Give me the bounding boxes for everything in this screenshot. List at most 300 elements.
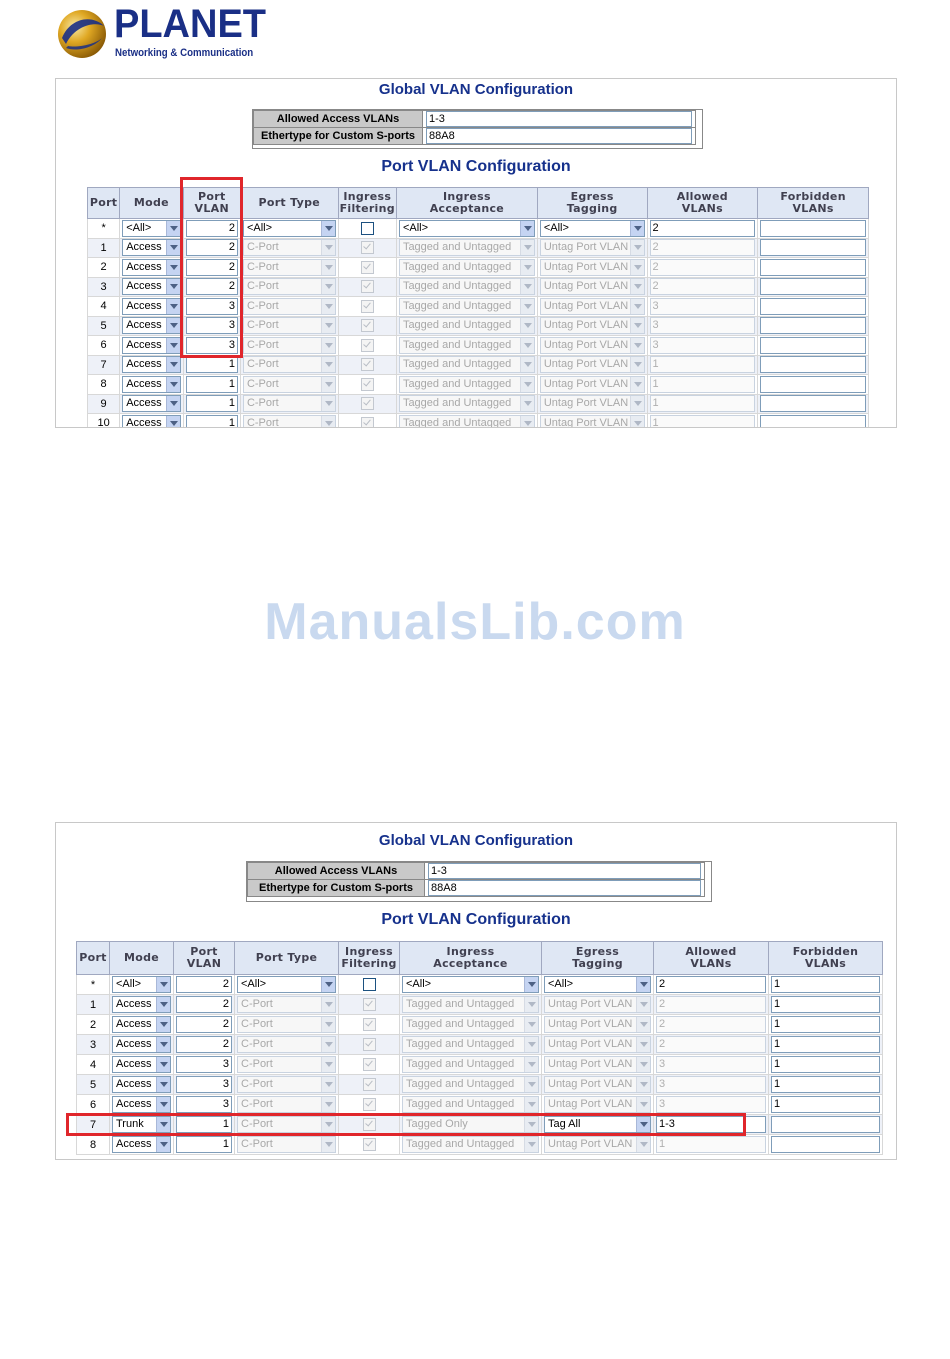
mode-select-value: Access — [116, 1138, 152, 1150]
mode-select[interactable] — [112, 976, 171, 993]
chevron-down-icon[interactable] — [166, 299, 180, 314]
trunk-row-highlight-box — [66, 1113, 746, 1136]
port-vlan-input[interactable]: 1 — [186, 356, 238, 373]
col-allowed-vlans: Allowed VLANs — [654, 942, 769, 975]
col-port: Port — [88, 188, 120, 219]
chevron-down-icon[interactable] — [166, 396, 180, 411]
port-number: 1 — [88, 238, 120, 258]
port-vlan-input[interactable]: 2 — [176, 1016, 232, 1033]
forbidden-vlans-input[interactable] — [760, 317, 866, 334]
col-ingress-acceptance: Ingress Acceptance — [400, 942, 542, 975]
chevron-down-icon — [636, 1077, 650, 1092]
port-number: 9 — [88, 394, 120, 414]
forbidden-vlans-input[interactable]: 1 — [771, 996, 880, 1013]
forbidden-vlans-input[interactable]: 1 — [771, 976, 880, 993]
forbidden-vlans-input[interactable] — [760, 298, 866, 315]
chevron-down-icon — [520, 240, 534, 255]
egress-tagging-select-value: Untag Port VLAN — [543, 280, 629, 293]
table-row — [77, 1095, 883, 1115]
chevron-down-icon[interactable] — [166, 357, 180, 372]
port-number: 7 — [88, 355, 120, 375]
allowed-vlans-input: 1 — [650, 376, 756, 393]
mode-select-value: Access — [126, 280, 162, 293]
global-vlan-title: Global VLAN Configuration — [378, 81, 574, 98]
ingress-acceptance-select-value: Tagged and Untagged — [406, 1138, 515, 1150]
port-vlan-input[interactable]: 1 — [186, 395, 238, 412]
ingress-acceptance-select-value: Tagged and Untagged — [406, 1038, 515, 1050]
ingress-acceptance-select — [399, 278, 535, 295]
chevron-down-icon[interactable] — [166, 318, 180, 333]
chevron-down-icon[interactable] — [166, 260, 180, 275]
global-config-table — [253, 110, 696, 145]
allowed-access-vlans-input[interactable]: 1-3 — [426, 111, 692, 127]
ethertype-label: Ethertype for Custom S-ports — [254, 128, 423, 145]
egress-tagging-select[interactable] — [540, 220, 645, 237]
egress-tagging-select — [540, 376, 645, 393]
port-number: 6 — [77, 1095, 110, 1115]
chevron-down-icon — [630, 260, 644, 275]
ingress-acceptance-select-value: Tagged and Untagged — [402, 338, 512, 351]
col-allowed-vlans: Allowed VLANs — [647, 188, 758, 219]
chevron-down-icon — [636, 1037, 650, 1052]
allowed-vlans-input: 2 — [656, 1036, 766, 1053]
mode-select-value: Access — [116, 1098, 152, 1110]
port-number: * — [77, 975, 110, 995]
port-type-select-value: <All> — [241, 978, 267, 990]
mode-select[interactable] — [122, 298, 180, 315]
port-vlan-input[interactable]: 1 — [176, 1136, 232, 1153]
chevron-down-icon — [630, 279, 644, 294]
egress-tagging-select — [544, 1016, 651, 1033]
port-type-select-value: C-Port — [246, 319, 279, 332]
chevron-down-icon — [321, 1037, 335, 1052]
port-vlan-input[interactable]: 1 — [186, 376, 238, 393]
forbidden-vlans-input[interactable] — [760, 395, 866, 412]
chevron-down-icon — [321, 279, 335, 294]
ingress-filtering-checkbox[interactable] — [363, 978, 376, 991]
port-vlan-input[interactable]: 2 — [176, 976, 232, 993]
egress-tagging-select-value: Untag Port VLAN — [543, 319, 629, 332]
egress-tagging-select — [544, 1096, 651, 1113]
egress-tagging-select — [544, 1076, 651, 1093]
ingress-filtering-checkbox — [361, 378, 374, 391]
ingress-acceptance-select — [402, 1056, 539, 1073]
egress-tagging-select-value: Untag Port VLAN — [543, 377, 629, 390]
mode-select[interactable] — [122, 415, 180, 428]
chevron-down-icon[interactable] — [156, 1017, 170, 1032]
ingress-acceptance-select[interactable] — [402, 976, 539, 993]
port-vlan-title: Port VLAN Configuration — [381, 158, 571, 175]
chevron-down-icon — [524, 1077, 538, 1092]
egress-tagging-select — [540, 317, 645, 334]
col-ingress-filtering: Ingress Filtering — [338, 188, 396, 219]
allowed-vlans-input: 2 — [656, 1016, 766, 1033]
ingress-filtering-checkbox — [363, 1018, 376, 1031]
ingress-filtering-checkbox — [361, 280, 374, 293]
allowed-vlans-input: 3 — [656, 1076, 766, 1093]
port-type-select — [243, 376, 336, 393]
chevron-down-icon[interactable] — [166, 416, 180, 428]
chevron-down-icon[interactable] — [321, 221, 335, 236]
port-type-select[interactable] — [243, 220, 336, 237]
chevron-down-icon[interactable] — [156, 1057, 170, 1072]
ethertype-label: Ethertype for Custom S-ports — [248, 880, 425, 897]
forbidden-vlans-input[interactable] — [771, 1136, 880, 1153]
chevron-down-icon — [321, 997, 335, 1012]
egress-tagging-select-value: Untag Port VLAN — [548, 998, 633, 1010]
col-ingress-filtering: Ingress Filtering — [339, 942, 400, 975]
chevron-down-icon — [636, 997, 650, 1012]
port-type-select — [237, 1096, 336, 1113]
port-vlan-input[interactable]: 2 — [186, 239, 238, 256]
chevron-down-icon — [321, 416, 335, 428]
port-type-select — [237, 1056, 336, 1073]
allowed-access-vlans-label: Allowed Access VLANs — [248, 863, 425, 880]
forbidden-vlans-input[interactable] — [760, 259, 866, 276]
mode-select-value: Access — [126, 338, 162, 351]
ingress-acceptance-select[interactable] — [399, 220, 535, 237]
chevron-down-icon — [630, 338, 644, 353]
ingress-acceptance-select-value: Tagged and Untagged — [402, 397, 512, 410]
table-row — [88, 414, 869, 429]
chevron-down-icon — [520, 318, 534, 333]
mode-select-value: Access — [116, 1018, 152, 1030]
mode-select-value: Access — [126, 416, 162, 428]
port-type-select — [243, 239, 336, 256]
ingress-acceptance-select — [399, 298, 535, 315]
chevron-down-icon — [321, 1017, 335, 1032]
chevron-down-icon — [524, 1137, 538, 1152]
chevron-down-icon[interactable] — [156, 1077, 170, 1092]
ingress-filtering-checkbox — [361, 358, 374, 371]
mode-select[interactable] — [112, 1096, 171, 1113]
forbidden-vlans-input[interactable] — [760, 278, 866, 295]
port-type-select — [243, 395, 336, 412]
chevron-down-icon — [321, 357, 335, 372]
brand-tagline: Networking & Communication — [115, 47, 254, 59]
table-row — [77, 975, 883, 995]
mode-select[interactable] — [112, 1036, 171, 1053]
forbidden-vlans-input[interactable] — [760, 356, 866, 373]
egress-tagging-select — [540, 239, 645, 256]
ingress-filtering-checkbox — [363, 998, 376, 1011]
ingress-filtering-checkbox — [361, 397, 374, 410]
table-row — [77, 995, 883, 1015]
port-number: 7 — [77, 1115, 110, 1135]
mode-select-value: Access — [126, 260, 162, 273]
col-port-vlan: Port VLAN — [183, 188, 240, 219]
port-type-select — [237, 996, 336, 1013]
chevron-down-icon[interactable] — [156, 1097, 170, 1112]
table-row — [77, 1075, 883, 1095]
egress-tagging-select[interactable] — [544, 976, 651, 993]
port-vlan-input[interactable]: 2 — [186, 220, 238, 237]
chevron-down-icon — [520, 260, 534, 275]
chevron-down-icon — [520, 396, 534, 411]
mode-select[interactable] — [122, 395, 180, 412]
mode-select-value: <All> — [126, 221, 152, 234]
chevron-down-icon — [321, 299, 335, 314]
mode-select[interactable] — [112, 1056, 171, 1073]
egress-tagging-select-value: Untag Port VLAN — [548, 1038, 633, 1050]
port-type-select-value: C-Port — [241, 998, 273, 1010]
forbidden-vlans-input[interactable]: 1 — [771, 1016, 880, 1033]
egress-tagging-select-value: Untag Port VLAN — [543, 299, 629, 312]
port-vlan-input[interactable]: 3 — [176, 1056, 232, 1073]
forbidden-vlans-input[interactable] — [760, 337, 866, 354]
port-type-select — [243, 415, 336, 428]
chevron-down-icon — [321, 318, 335, 333]
mode-select[interactable] — [122, 376, 180, 393]
port-number: 3 — [88, 277, 120, 297]
vlan-config-panel-2 — [55, 822, 897, 1160]
port-number: 1 — [77, 995, 110, 1015]
mode-select[interactable] — [112, 1136, 171, 1153]
mode-select-value: Access — [126, 397, 162, 410]
mode-select[interactable] — [122, 239, 180, 256]
allowed-access-vlans-input[interactable]: 1-3 — [428, 863, 701, 879]
port-vlan-title: Port VLAN Configuration — [381, 911, 571, 928]
ingress-filtering-checkbox[interactable] — [361, 222, 374, 235]
port-vlan-input[interactable]: 1 — [176, 1116, 232, 1133]
allowed-vlans-input[interactable]: 1-3 — [656, 1116, 766, 1133]
allowed-vlans-input[interactable]: 2 — [650, 220, 756, 237]
chevron-down-icon — [630, 299, 644, 314]
forbidden-vlans-input[interactable] — [760, 376, 866, 393]
chevron-down-icon[interactable] — [520, 221, 534, 236]
table-row — [88, 375, 869, 395]
chevron-down-icon — [520, 338, 534, 353]
chevron-down-icon[interactable] — [524, 977, 538, 992]
egress-tagging-select-value: Untag Port VLAN — [548, 1138, 633, 1150]
ingress-filtering-checkbox — [363, 1078, 376, 1091]
port-type-select-value: C-Port — [246, 397, 279, 410]
table-row — [77, 1035, 883, 1055]
col-port-vlan: Port VLAN — [174, 942, 235, 975]
port-number: 2 — [88, 258, 120, 278]
ingress-acceptance-select-value: <All> — [406, 978, 432, 990]
ingress-acceptance-select — [399, 376, 535, 393]
chevron-down-icon[interactable] — [166, 338, 180, 353]
allowed-vlans-input[interactable]: 2 — [656, 976, 766, 993]
chevron-down-icon[interactable] — [166, 221, 180, 236]
mode-select[interactable] — [122, 220, 180, 237]
chevron-down-icon[interactable] — [156, 1037, 170, 1052]
ingress-acceptance-select — [402, 996, 539, 1013]
port-number: * — [88, 219, 120, 239]
port-type-select-value: C-Port — [241, 1038, 273, 1050]
chevron-down-icon — [630, 240, 644, 255]
ingress-acceptance-select — [402, 1016, 539, 1033]
egress-tagging-select — [544, 1136, 651, 1153]
forbidden-vlans-input[interactable] — [760, 220, 866, 237]
chevron-down-icon — [321, 377, 335, 392]
port-type-select — [243, 356, 336, 373]
allowed-access-vlans-label: Allowed Access VLANs — [254, 111, 423, 128]
port-vlan-input[interactable]: 1 — [186, 415, 238, 428]
chevron-down-icon — [321, 1137, 335, 1152]
chevron-down-icon — [321, 260, 335, 275]
port-vlan-input[interactable]: 2 — [176, 996, 232, 1013]
allowed-vlans-input: 3 — [650, 337, 756, 354]
port-type-select-value: C-Port — [241, 1118, 273, 1130]
allowed-vlans-input: 2 — [656, 996, 766, 1013]
chevron-down-icon — [630, 377, 644, 392]
port-vlan-input[interactable]: 3 — [186, 298, 238, 315]
table-row — [77, 1135, 883, 1155]
allowed-vlans-input: 1 — [656, 1136, 766, 1153]
chevron-down-icon — [321, 1057, 335, 1072]
port-vlan-highlight-box — [180, 177, 243, 358]
ingress-acceptance-select — [402, 1076, 539, 1093]
egress-tagging-select — [544, 1056, 651, 1073]
egress-tagging-select-value: Untag Port VLAN — [548, 1018, 633, 1030]
port-number: 4 — [88, 297, 120, 317]
port-type-select-value: C-Port — [246, 358, 279, 371]
port-vlan-input[interactable]: 3 — [186, 337, 238, 354]
port-number: 5 — [88, 316, 120, 336]
mode-select-value: Access — [126, 377, 162, 390]
mode-select-value: Access — [116, 1078, 152, 1090]
chevron-down-icon[interactable] — [166, 279, 180, 294]
table-row — [88, 394, 869, 414]
forbidden-vlans-input[interactable] — [771, 1116, 880, 1133]
ingress-acceptance-select — [402, 1036, 539, 1053]
ingress-acceptance-select-value: Tagged and Untagged — [402, 299, 512, 312]
ingress-acceptance-select — [399, 395, 535, 412]
port-vlan-input[interactable]: 3 — [176, 1076, 232, 1093]
port-type-select — [237, 1136, 336, 1153]
egress-tagging-select-value: Untag Port VLAN — [548, 1078, 633, 1090]
mode-select-value: <All> — [116, 978, 142, 990]
port-type-select-value: C-Port — [241, 1058, 273, 1070]
port-number: 2 — [77, 1015, 110, 1035]
egress-tagging-select-value: <All> — [543, 221, 569, 234]
ingress-filtering-checkbox — [361, 261, 374, 274]
ingress-acceptance-select-value: Tagged and Untagged — [406, 1058, 515, 1070]
mode-select[interactable] — [112, 1076, 171, 1093]
ingress-acceptance-select-value: <All> — [402, 221, 429, 234]
port-vlan-input[interactable]: 2 — [186, 278, 238, 295]
port-type-select[interactable] — [237, 976, 336, 993]
egress-tagging-select-value: Untag Port VLAN — [543, 338, 629, 351]
ingress-acceptance-select-value: Tagged and Untagged — [402, 280, 512, 293]
chevron-down-icon — [520, 377, 534, 392]
egress-tagging-select — [540, 298, 645, 315]
mode-select[interactable] — [122, 278, 180, 295]
egress-tagging-select-value: Untag Port VLAN — [543, 241, 629, 254]
watermark-text: ManualsLib.com — [264, 593, 686, 651]
col-port-type: Port Type — [240, 188, 338, 219]
mode-select[interactable] — [122, 317, 180, 334]
chevron-down-icon — [524, 1097, 538, 1112]
forbidden-vlans-input[interactable]: 1 — [771, 1076, 880, 1093]
chevron-down-icon — [321, 396, 335, 411]
port-type-select-value: C-Port — [246, 338, 279, 351]
forbidden-vlans-input[interactable] — [760, 415, 866, 428]
chevron-down-icon[interactable] — [636, 977, 650, 992]
ingress-filtering-checkbox — [363, 1098, 376, 1111]
chevron-down-icon[interactable] — [156, 977, 170, 992]
allowed-vlans-input: 2 — [650, 239, 756, 256]
ingress-acceptance-select-value: Tagged and Untagged — [402, 260, 512, 273]
port-type-select — [243, 298, 336, 315]
egress-tagging-select-value: Untag Port VLAN — [543, 260, 629, 273]
ingress-acceptance-select — [399, 317, 535, 334]
port-type-select-value: C-Port — [241, 1018, 273, 1030]
chevron-down-icon — [524, 1057, 538, 1072]
port-number: 4 — [77, 1055, 110, 1075]
global-config-table — [247, 862, 705, 897]
port-type-select — [243, 278, 336, 295]
ingress-acceptance-select — [399, 415, 535, 428]
chevron-down-icon — [636, 1097, 650, 1112]
ethertype-input[interactable]: 88A8 — [428, 880, 701, 896]
chevron-down-icon — [524, 1037, 538, 1052]
mode-select[interactable] — [122, 259, 180, 276]
chevron-down-icon — [636, 1057, 650, 1072]
ingress-acceptance-select-value: Tagged and Untagged — [402, 319, 512, 332]
forbidden-vlans-input[interactable]: 1 — [771, 1036, 880, 1053]
chevron-down-icon — [524, 1017, 538, 1032]
mode-select[interactable] — [112, 996, 171, 1013]
egress-tagging-select — [540, 356, 645, 373]
chevron-down-icon[interactable] — [321, 977, 335, 992]
egress-tagging-select — [540, 337, 645, 354]
chevron-down-icon[interactable] — [630, 221, 644, 236]
forbidden-vlans-input[interactable]: 1 — [771, 1056, 880, 1073]
chevron-down-icon — [520, 279, 534, 294]
ingress-acceptance-select-value: Tagged Only — [406, 1118, 468, 1130]
mode-select-value: Access — [126, 241, 162, 254]
chevron-down-icon[interactable] — [156, 1137, 170, 1152]
col-ingress-acceptance: Ingress Acceptance — [396, 188, 537, 219]
port-vlan-input[interactable]: 3 — [176, 1096, 232, 1113]
egress-tagging-select-value: Untag Port VLAN — [543, 397, 629, 410]
forbidden-vlans-input[interactable] — [760, 239, 866, 256]
egress-tagging-select-value: Tag All — [548, 1118, 581, 1130]
ingress-acceptance-select-value: Tagged and Untagged — [406, 1078, 515, 1090]
mode-select[interactable] — [122, 337, 180, 354]
ingress-filtering-checkbox — [363, 1058, 376, 1071]
ingress-filtering-checkbox — [361, 241, 374, 254]
port-type-select-value: C-Port — [246, 241, 279, 254]
ingress-acceptance-select — [399, 337, 535, 354]
port-number: 3 — [77, 1035, 110, 1055]
allowed-vlans-input: 2 — [650, 278, 756, 295]
port-vlan-input[interactable]: 3 — [186, 317, 238, 334]
port-type-select — [243, 259, 336, 276]
egress-tagging-select-value: Untag Port VLAN — [548, 1098, 633, 1110]
planet-logo — [56, 2, 276, 62]
port-vlan-input[interactable]: 2 — [186, 259, 238, 276]
forbidden-vlans-input[interactable]: 1 — [771, 1096, 880, 1113]
chevron-down-icon[interactable] — [156, 997, 170, 1012]
chevron-down-icon[interactable] — [166, 377, 180, 392]
chevron-down-icon[interactable] — [166, 240, 180, 255]
ingress-acceptance-select-value: Tagged and Untagged — [406, 1018, 515, 1030]
port-vlan-input[interactable]: 2 — [176, 1036, 232, 1053]
col-port-type: Port Type — [235, 942, 339, 975]
port-type-select — [243, 337, 336, 354]
col-port: Port — [77, 942, 110, 975]
mode-select[interactable] — [112, 1016, 171, 1033]
mode-select[interactable] — [122, 356, 180, 373]
ethertype-input[interactable]: 88A8 — [426, 128, 692, 144]
port-type-select-value: C-Port — [246, 377, 279, 390]
global-vlan-title: Global VLAN Configuration — [378, 832, 574, 849]
port-number: 8 — [77, 1135, 110, 1155]
